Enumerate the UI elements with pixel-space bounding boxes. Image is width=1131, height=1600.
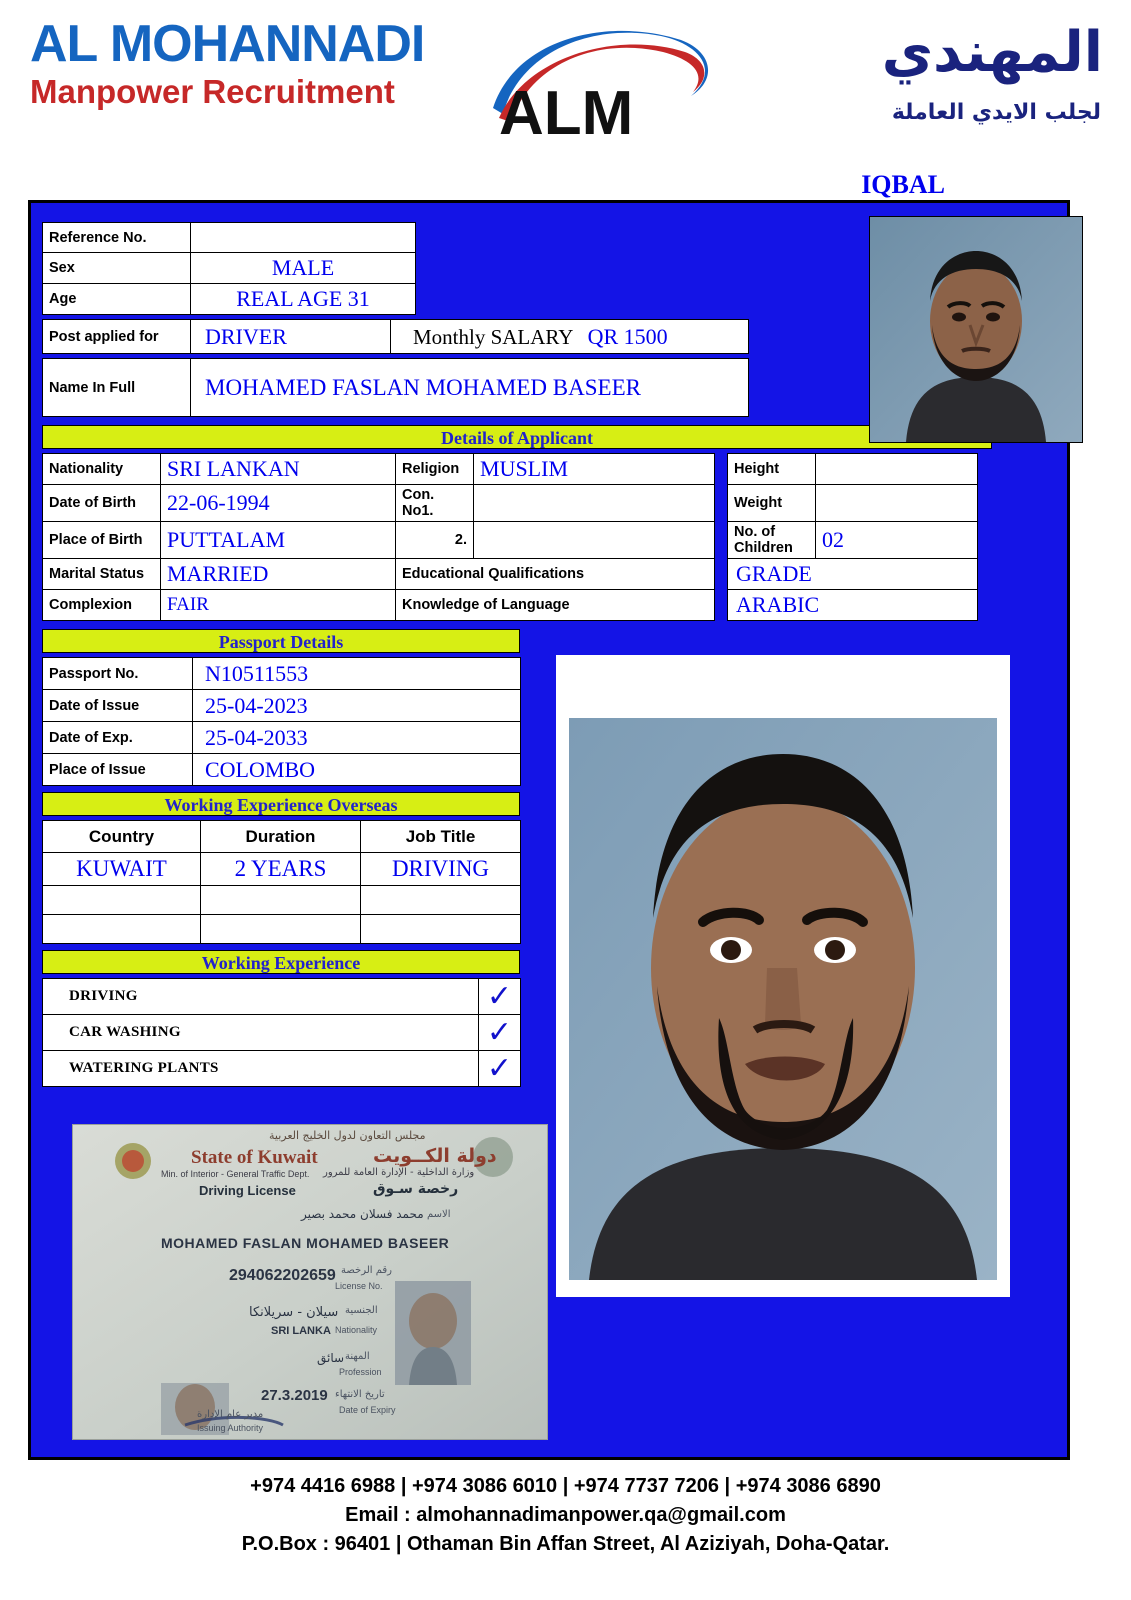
license-nationality-ar: سيلان - سريلانكا — [249, 1305, 339, 1320]
spacer — [715, 485, 728, 522]
details-table — [42, 453, 978, 621]
check-icon: ✓ — [486, 1014, 513, 1050]
children-value[interactable]: 02 — [816, 522, 978, 559]
table-row — [43, 359, 749, 417]
license-number-label-en: License No. — [335, 1281, 383, 1291]
language-label: Knowledge of Language — [396, 590, 715, 621]
spacer — [715, 454, 728, 485]
overseas-r2-country[interactable] — [43, 915, 201, 944]
list-item — [43, 1051, 521, 1087]
table-row — [43, 853, 521, 886]
table-row — [43, 754, 521, 786]
license-ministry: Min. of Interior - General Traffic Dept. — [161, 1169, 310, 1179]
page-header — [0, 0, 1131, 199]
overseas-table — [42, 820, 521, 944]
section-experience-header: Working Experience — [42, 950, 520, 974]
spacer — [715, 590, 728, 621]
passport-table — [42, 657, 521, 786]
page-footer — [0, 1472, 1131, 1559]
contact2-label: 2. — [396, 522, 474, 559]
table-row — [43, 886, 521, 915]
license-nationality-label-ar: الجنسية — [345, 1305, 378, 1316]
license-number: 294062202659 — [229, 1267, 336, 1284]
height-label: Height — [728, 454, 816, 485]
top-info-table — [42, 222, 416, 315]
religion-label: Religion — [396, 454, 474, 485]
experience-check-watering-plants[interactable] — [479, 1051, 521, 1087]
age-label: Age — [43, 284, 191, 315]
sex-value[interactable]: MALE — [191, 253, 416, 284]
overseas-r1-duration[interactable] — [201, 886, 361, 915]
experience-check-car-washing[interactable] — [479, 1015, 521, 1051]
license-title-ar: رخصة سـوق — [373, 1181, 459, 1197]
complexion-label: Complexion — [43, 590, 161, 621]
table-row — [43, 658, 521, 690]
overseas-col-jobtitle: Job Title — [361, 821, 521, 853]
table-row — [43, 522, 978, 559]
contact1-value[interactable] — [474, 485, 715, 522]
post-salary-table — [42, 319, 749, 354]
agent-name: IQBAL — [861, 170, 945, 199]
license-nationality: SRI LANKA — [271, 1325, 331, 1337]
passport-exp-value[interactable]: 25-04-2033 — [193, 722, 521, 754]
arabic-company-name: المهندي — [881, 20, 1103, 85]
company-name-line1: AL MOHANNADI — [30, 15, 425, 73]
list-item — [43, 979, 521, 1015]
passport-place-label: Place of Issue — [43, 754, 193, 786]
nationality-label: Nationality — [43, 454, 161, 485]
footer-phones: +974 4416 6988 | +974 3086 6010 | +974 7737 7206 | +974 3086 6890 — [250, 1475, 881, 1497]
spacer — [715, 559, 728, 590]
overseas-r2-duration[interactable] — [201, 915, 361, 944]
children-label: No. of Children — [728, 522, 816, 559]
table-row — [43, 590, 978, 621]
height-value[interactable] — [816, 454, 978, 485]
check-icon: ✓ — [486, 978, 513, 1014]
passport-place-value[interactable]: COLOMBO — [193, 754, 521, 786]
sex-label: Sex — [43, 253, 191, 284]
salary-cell — [391, 320, 749, 354]
overseas-r1-jobtitle[interactable] — [361, 886, 521, 915]
license-expiry-label-en: Date of Expiry — [339, 1405, 396, 1415]
overseas-r0-jobtitle[interactable]: DRIVING — [361, 853, 521, 886]
language-value[interactable]: ARABIC — [728, 590, 978, 621]
contact1-label: Con. No1. — [396, 485, 474, 522]
section-details-header: Details of Applicant — [42, 425, 992, 449]
age-value[interactable]: REAL AGE 31 — [191, 284, 416, 315]
table-row — [43, 722, 521, 754]
footer-email[interactable]: Email : almohannadimanpower.qa@gmail.com — [345, 1504, 786, 1526]
license-authority-label-en: Issuing Authority — [197, 1423, 264, 1433]
weight-value[interactable] — [816, 485, 978, 522]
experience-check-driving[interactable] — [479, 979, 521, 1015]
overseas-r1-country[interactable] — [43, 886, 201, 915]
fullname-label: Name In Full — [43, 359, 191, 417]
table-row — [43, 223, 416, 253]
salary-value[interactable]: QR 1500 — [587, 323, 668, 349]
license-name-ar: محمد فسلان محمد بصير — [301, 1207, 424, 1221]
experience-label-car-washing: CAR WASHING — [43, 1015, 479, 1051]
table-row — [43, 821, 521, 853]
applicant-photo-large-frame — [556, 655, 1010, 1297]
salary-label: Monthly SALARY — [413, 324, 574, 349]
passport-no-label: Passport No. — [43, 658, 193, 690]
marital-value[interactable]: MARRIED — [161, 559, 396, 590]
reference-value[interactable] — [191, 223, 416, 253]
passport-issue-label: Date of Issue — [43, 690, 193, 722]
company-name-line2: Manpower Recruitment — [30, 73, 395, 110]
license-name-label-ar: الاسم — [427, 1209, 451, 1220]
post-value[interactable]: DRIVER — [191, 320, 391, 354]
list-item — [43, 1015, 521, 1051]
fullname-value[interactable]: MOHAMED FASLAN MOHAMED BASEER — [191, 359, 749, 417]
marital-label: Marital Status — [43, 559, 161, 590]
license-gcc-line: مجلس التعاون لدول الخليج العربية — [269, 1129, 426, 1142]
overseas-r0-country[interactable]: KUWAIT — [43, 853, 201, 886]
reference-label: Reference No. — [43, 223, 191, 253]
nationality-value[interactable]: SRI LANKAN — [161, 454, 396, 485]
section-overseas-header: Working Experience Overseas — [42, 792, 520, 816]
table-row — [43, 320, 749, 354]
license-profession-ar: سائق — [317, 1351, 345, 1365]
contact2-value[interactable] — [474, 522, 715, 559]
check-icon: ✓ — [486, 1050, 513, 1086]
table-row — [43, 253, 416, 284]
alm-logo-icon — [485, 22, 715, 152]
license-title: Driving License — [199, 1183, 296, 1198]
education-value[interactable]: GRADE — [728, 559, 978, 590]
spacer — [715, 522, 728, 559]
table-row — [43, 284, 416, 315]
license-state-ar: دولة الكــويت — [373, 1145, 497, 1167]
license-number-label-ar: رقم الرخصة — [341, 1265, 393, 1276]
license-name: MOHAMED FASLAN MOHAMED BASEER — [161, 1235, 450, 1251]
fullname-table — [42, 358, 749, 417]
post-label: Post applied for — [43, 320, 191, 354]
experience-label-watering-plants: WATERING PLANTS — [43, 1051, 479, 1087]
license-ministry-ar: وزارة الداخلية - الإدارة العامة للمرور — [323, 1167, 475, 1178]
license-expiry-label-ar: تاريخ الانتهاء — [335, 1389, 385, 1400]
experience-label-driving: DRIVING — [43, 979, 479, 1015]
applicant-photo-large — [569, 718, 997, 1280]
table-row — [43, 690, 521, 722]
applicant-photo-small — [869, 216, 1083, 443]
education-label: Educational Qualifications — [396, 559, 715, 590]
arabic-tagline: لجلب الايدي العاملة — [891, 100, 1101, 125]
pob-value[interactable]: PUTTALAM — [161, 522, 396, 559]
table-row — [43, 915, 521, 944]
footer-address: P.O.Box : 96401 | Othaman Bin Affan Street, Al Aziziyah, Doha-Qatar. — [241, 1533, 890, 1555]
overseas-col-country: Country — [43, 821, 201, 853]
license-state: State of Kuwait — [191, 1147, 318, 1168]
table-row — [43, 559, 978, 590]
experience-table — [42, 978, 521, 1087]
passport-no-value[interactable]: N10511553 — [193, 658, 521, 690]
table-row — [43, 454, 978, 485]
complexion-value[interactable]: FAIR — [161, 590, 396, 621]
license-nationality-label-en: Nationality — [335, 1325, 378, 1335]
driving-license-scan — [72, 1124, 548, 1440]
dob-value[interactable]: 22-06-1994 — [161, 485, 396, 522]
license-expiry: 27.3.2019 — [261, 1387, 328, 1404]
section-passport-header: Passport Details — [42, 629, 520, 653]
pob-label: Place of Birth — [43, 522, 161, 559]
weight-label: Weight — [728, 485, 816, 522]
table-row — [43, 485, 978, 522]
overseas-col-duration: Duration — [201, 821, 361, 853]
overseas-r0-duration[interactable]: 2 YEARS — [201, 853, 361, 886]
dob-label: Date of Birth — [43, 485, 161, 522]
svg-text:ALM: ALM — [499, 79, 634, 148]
license-profession-label-en: Profession — [339, 1367, 382, 1377]
passport-exp-label: Date of Exp. — [43, 722, 193, 754]
license-authority-ar: مدير عام الإدارة — [197, 1409, 264, 1420]
company-logo-text — [30, 15, 500, 110]
religion-value[interactable]: MUSLIM — [474, 454, 715, 485]
passport-issue-value[interactable]: 25-04-2023 — [193, 690, 521, 722]
overseas-r2-jobtitle[interactable] — [361, 915, 521, 944]
license-profession-label-ar: المهنة — [345, 1351, 370, 1362]
